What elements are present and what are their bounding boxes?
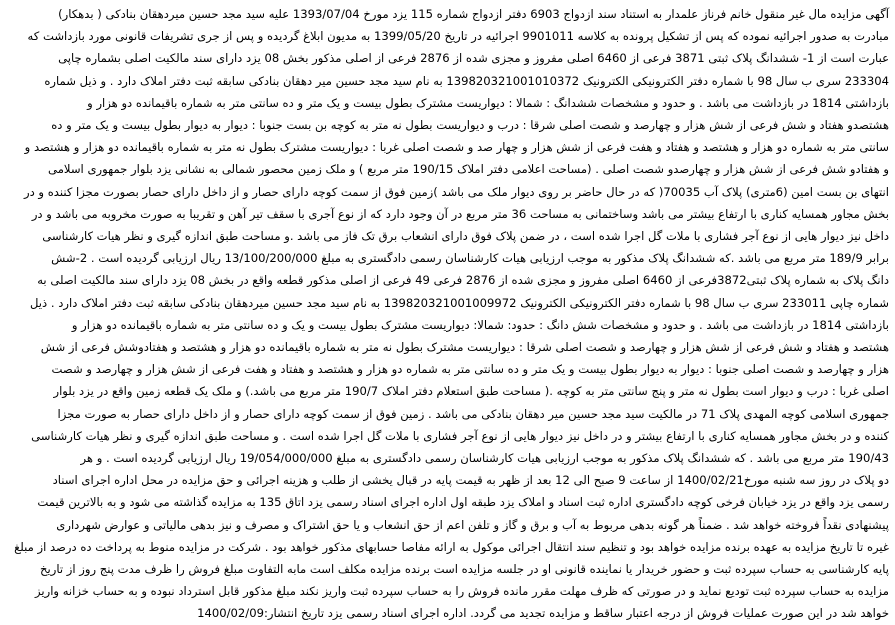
notice-line: مبادرت به صدور اجرائیه نموده که پس از تشکیل پرونده به کلاسه 9901011 اجرائیه در تاریخ 1399/05/20 به مدیون ابلاغ گردیده و پس از جری تشریفات قانونی مورد بازداشت که (27, 29, 889, 44)
notice-line: 233304 سری ب سال 98 با شماره دفتر الکترونیکی الکترونیک 139820321001010372 به نام سید مجد حسین میر دهقان بنادکی سابقه ثبت دفتر املاک دارد . و ذیل شماره (44, 73, 889, 88)
notice-line: هزار و چهارصد و شصت اصلی جنوبا : دیوار به دیوار بطول بیست و یک متر و ده سانتی متر به شماره دو هزار و هشتصد و هفتاد و هفت فرعی از شش هزار و چهارصد و شصت (51, 362, 889, 377)
notice-line: شماره چاپی 233011 سری ب سال 98 با شماره دفتر الکترونیکی الکترونیک 139820321001009972 به نام سید مجد حسین میردهقان بنادکی سابقه ثبت دفتر املاک دارد . ذیل (30, 295, 889, 310)
notice-line: دانگ پلاک به شماره پلاک ثبتی3872فرعی از 6460 اصلی مفروز و مجزی شده از 2876 فرعی 49 فرعی از اصلی مذکور قطعه واقع در بخش 08 یزد دارای سند مالکیت اصلی به (37, 273, 889, 288)
notice-line: و هفتادو شش فرعی از شش هزار و چهارصدو شصت اصلی . (مساحت اعلامی دفتر املاک 190/15 متر مربع ) و ملک زمین محصور شمالی به نشانی یزد بلوار جمهوری اسلامی (48, 162, 889, 177)
notice-line: بازداشتی 1814 در بازداشت می باشد . و حدود و مشخصات شش دانگ : حدود: شمالا: دیواریست مشترک بطول بیست و یک و ده سانتی متر به شماره باقیمانده دو هزار و (71, 317, 889, 332)
notice-line: 190/43 متر مربع می باشد . که ششدانگ پلاک مذکور به موجب ارزیابی هیات کارشناسان رسمی دادگستری به مبلغ 19/054/000/000 ریال ارزیابی گردیده است . و هر (80, 451, 889, 466)
notice-line: بخش مجاور همسایه کناری با ارتفاع بیشتر می باشد وساختمانی به مساحت 36 متر مربع در آن وجود دارد که از نوع آجری با سقف تیر آهن و تقریبا به صورت مخروبه می باشد و در (31, 206, 889, 221)
notice-line: داخل نیز دیوار هایی از نوع آجر فشاری با ملات گل اجرا شده است ، در ضمن پلاک فوق دارای انشعاب برق تک فاز می باشد .و مساحت طبق اندازه گیری و نظر هیات کارشناسی (42, 229, 889, 244)
notice-line: دو پلاک در روز سه شنبه مورخ1400/02/21 از ساعت 9 صبح الی 12 بعد از ظهر به قیمت پایه در قبال یخشی از طلب و هزینه اجرائی و حق مزایده در محل اداره اجرای اسناد (52, 473, 889, 488)
notice-line: بازداشتی 1814 در بازداشت می باشد . و حدود و مشخصات ششدانگ : شمالا : دیواریست مشترک بطول بیست و یک متر و ده سانتی متر به شماره باقیمانده دو هزار و (87, 95, 889, 110)
notice-line: اصلی غربا : درب و دیوار است بطول نه متر و پنج سانتی متر به کوچه .( مساحت طبق استعلام دفتر املاک 190/7 متر مربع می باشد.) و ملک یک قطعه زمین واقع در یزد بلوار (53, 384, 889, 399)
notice-line: رسمی یزد واقع در یزد خیابان فرخی کوچه دادگستری اداره ثبت اسناد و املاک یزد طبقه اول اداره اجرای اسناد رسمی یزد اتاق 135 به مزایده گذاشته می شود و به بالاترین قیمت (37, 495, 889, 510)
notice-line: مزایده به حساب سپرده ثبت تودیع نماید و در صورتی که ظرف مهلت مقرر مانده فروش را به حساب سپرده ثبت واریز نکند مبلغ مذکور قابل استرداد نبوده و به حساب خزانه واریز (34, 584, 889, 599)
notice-line: پایه کارشناسی به حساب سپرده ثبت و حضور خریدار یا نماینده قانونی او در جلسه مزایده است برنده مزایده مکلف است مابه التفاوت مبلغ فروش را ظرف مدت پنج روز از تاریخ (40, 562, 889, 577)
notice-line: برابر 189/9 متر مربع می باشد .که ششدانگ پلاک مذکور به موجب ارزیابی هیات کارشناسان رسمی دادگستری به مبلغ 13/100/200/000 ریال ارزیابی گردیده است . 2-شش (51, 251, 889, 266)
notice-line: عبارت است از 1- ششدانگ پلاک ثبتی 3871 فرعی از 6460 اصلی مفروز و مجزی شده از 2876 فرعی از اصلی مذکور بخش 08 یزد دارای سند مالکیت اصلی بشماره چاپی (58, 51, 889, 66)
notice-line: خواهد شد در این صورت عملیات فروش از درجه اعتبار ساقط و مزایده تجدید می گردد. اداره اجرای اسناد رسمی یزد تاریخ انتشار:1400/02/09 (197, 606, 889, 621)
notice-line: جمهوری اسلامی کوچه المهدی پلاک 71 در مالکیت سید مجد حسین میر دهقان بنادکی می باشد . زمین فوق از سمت کوچه دارای حصار و از داخل دارای حصار به صورت مجزا (57, 406, 889, 421)
notice-line: غیره تا تاریخ مزایده به عهده برنده مزایده خواهد بود و تنظیم سند انتقال اجرائی موکول به ارائه مفاصا حسابهای مذکور خواهد بود . شرکت در مزایده منوط به پرداخت ده درصد از مبلغ (14, 539, 889, 554)
notice-line: کننده و در بخش مجاور همسایه کناری با ارتفاع بیشتر و در داخل نیز دیوار هایی از نوع آجر فشاری با ملات گل اجرا شده است . و مساحت طبق اندازه گیری و نظر هیات کارشناسی (31, 428, 889, 443)
notice-line: هشتصدو هفتاد و شش فرعی از شش هزار و چهارصد و شصت اصلی شرقا : درب و دیواریست بطول نه متر به کوچه بن بست جنوبا : دیوار به دیوار بطول بیست و یک متر و ده (51, 118, 889, 133)
notice-line: آگهی مزایده مال غیر منقول خانم فرناز علمدار به استناد سند ازدواج 6903 دفتر ازدواج شماره 115 یزد مورخ 1393/07/04 علیه سید مجد حسین میردهقان بنادکی ( بدهکار) (58, 7, 889, 21)
notice-line: سانتی متر به شماره دو هزار و هشتصد و هفتاد و هفت فرعی از شش هزار و چهار صد و شصت اصلی غربا : دیواریست مشترک بطول نه متر به شماره باقیمانده دو هزار و هشتصد و (24, 140, 889, 155)
notice-line: پیشنهادی نقداً فروخته خواهد شد . ضمناً هر گونه بدهی مربوط به آب و برق و گاز و تلفن اعم از حق انشعاب و یا حق اشتراک و مصرف و نیز بدهی مالیاتی و عوارض شهرداری (56, 517, 889, 532)
notice-line: هشتصد و هفتاد و شش فرعی از شش هزار و چهارصد و شصت اصلی شرقا : دیواریست مشترک بطول نه متر به شماره باقیمانده دو هزار و هشتصد و هفتادوشش فرعی از شش (40, 340, 889, 355)
notice-line: انتهای بن بست امین (6متری) پلاک آب 70035( که در حال حاضر بر روی دیوار ملک می باشد )زمین فوق از سمت کوچه دارای حصار و از داخل دارای حصار بصورت مجزا کننده و در (23, 184, 889, 199)
